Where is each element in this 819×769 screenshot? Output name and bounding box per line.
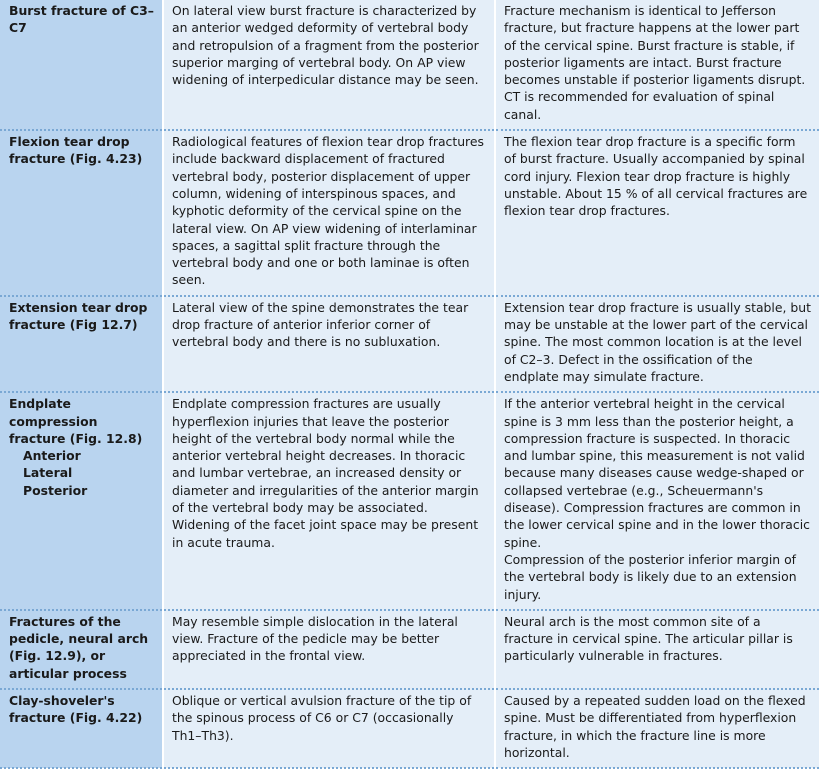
row-notes (495, 610, 819, 689)
subterm-posterior: Posterior (23, 482, 88, 498)
term-label: Clay-shoveler's fracture (Fig. 4.22) (9, 692, 143, 726)
term-label: Flexion tear drop fracture (Fig. 4.23) (9, 134, 143, 167)
row-description: Lateral view of the spine demonstrates the tear drop fracture of anterior inferior corner of vertebral body and there is no subluxation. (163, 296, 495, 392)
row-description: Oblique or vertical avulsion fracture of the tip of the spinous process of C6 or C7 (occasionally Th1–Th3). (163, 689, 495, 768)
row-notes (495, 0, 819, 130)
row-term (0, 610, 163, 689)
row-notes (495, 689, 819, 768)
table-row (0, 296, 819, 392)
note-paragraph: Caused by a repeated sudden load on the flexed spine. Must be differentiated from hyperflexion fracture, in which the fracture line is more horizontal. (504, 692, 806, 760)
row-description: May resemble simple dislocation in the lateral view. Fracture of the pedicle may be better appreciated in the frontal view. (163, 610, 495, 689)
table-row (0, 0, 819, 130)
row-notes (495, 130, 819, 296)
row-notes (495, 296, 819, 392)
row-term (0, 130, 163, 296)
term-label: Endplate compression fracture (Fig. 12.8) (9, 396, 143, 446)
row-description: On lateral view burst fracture is characterized by an anterior wedged deformity of vertebral body and retropulsion of a fragment from the posterior superior marging of vertebral body. On AP view widening of interpedicular distance may be seen. (163, 0, 495, 130)
row-notes (495, 392, 819, 610)
row-description: Endplate compression fractures are usually hyperflexion injuries that leave the posterior height of the vertebral body normal while the anterior vertebral height decreases. In thoracic and lumbar vertebrae, an increased density or diameter and irregularities of the anterior margin of the vertebral body may be associated. Widening of the facet joint space may be present in acute trauma. (163, 392, 495, 610)
note-paragraph: Extension tear drop fracture is usually stable, but may be unstable at the lower part of the cervical spine. The most common location is at the level of C2–3. Defect in the ossification of the endplate may simulate fracture. (504, 299, 811, 384)
note-paragraph: The flexion tear drop fracture is a specific form of burst fracture. Usually accompanied by spinal cord injury. Flexion tear drop fracture is highly unstable. About 15 % of all cervical fractures are flexion tear drop fractures. (504, 134, 808, 219)
note-paragraph: Compression of the posterior inferior margin of the vertebral body is likely due to an extension injury. (504, 551, 797, 602)
table-row (0, 689, 819, 768)
row-description: Radiological features of flexion tear drop fractures include backward displacement of fractured vertebral body, posterior displacement of upper column, widening of interspinous spaces, and kyphotic deformity of the cervical spine on the lateral view. On AP view widening of interlaminar spaces, a sagittal split fracture through the vertebral body and one or both laminae is often seen. (163, 130, 495, 296)
subterm-lateral: Lateral (23, 465, 73, 481)
note-paragraph: If the anterior vertebral height in the cervical spine is 3 mm less than the posterior height, a compression fracture is suspected. In thoracic and lumbar spine, this measurement is not valid because many diseases cause wedge-shaped or collapsed vertebrae (e.g., Scheuermann's disease). Compression fractures are common in the lower cervical spine and in the lower thoracic spine. (504, 396, 810, 550)
table-row (0, 130, 819, 296)
row-term (0, 296, 163, 392)
term-label: Extension tear drop fracture (Fig 12.7) (9, 299, 148, 333)
row-term (0, 392, 163, 610)
subterm-anterior: Anterior (23, 448, 81, 464)
term-label: Fractures of the pedicle, neural arch (Fig. 12.9), or articular process (9, 613, 149, 681)
term-label: Burst fracture of C3–C7 (9, 3, 154, 36)
row-term (0, 0, 163, 130)
table-row (0, 392, 819, 610)
note-paragraph: Neural arch is the most common site of a fracture in cervical spine. The articular pillar is particularly vulnerable in fractures. (504, 613, 793, 664)
note-paragraph: Fracture mechanism is identical to Jefferson fracture, but fracture happens at the lower part of the cervical spine. Burst fracture is stable, if posterior ligaments are intact. Burst fracture becomes unstable if posterior ligaments disrupt. CT is recommended for evaluation of spinal canal. (504, 3, 806, 122)
table-row (0, 610, 819, 689)
row-term (0, 689, 163, 768)
